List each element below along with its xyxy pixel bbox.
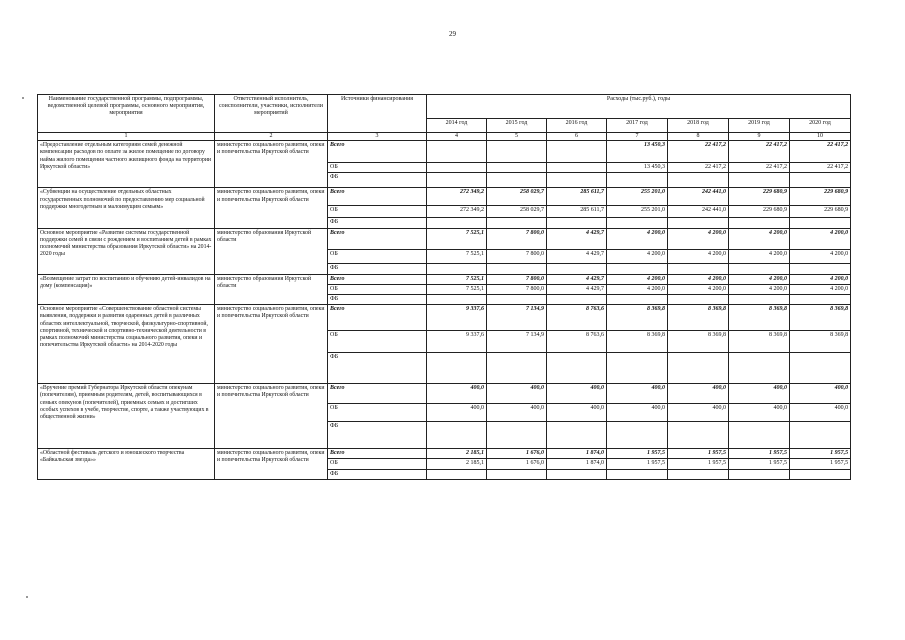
expense-value: [668, 469, 729, 479]
expense-value: [607, 353, 668, 384]
expense-value: [790, 294, 851, 304]
expense-value: [729, 353, 790, 384]
header-year: 2020 год: [790, 119, 851, 133]
expense-value: [790, 422, 851, 449]
expense-value: 4 429,7: [547, 228, 607, 249]
header-name: Наименование государственной программы, подпрограммы, ведомственной целевой программы, основного мероприятия, мероприятия: [38, 95, 215, 133]
expense-value: [607, 173, 668, 188]
expense-value: 8 369,8: [790, 305, 851, 331]
expense-value: [790, 469, 851, 479]
expense-value: 7 525,1: [427, 274, 487, 284]
expense-value: [487, 141, 547, 163]
funding-source: Всего: [328, 274, 427, 284]
expense-value: 9 337,6: [427, 331, 487, 353]
expense-value: 7 800,0: [487, 249, 547, 263]
expense-value: 7 525,1: [427, 228, 487, 249]
expense-value: 22 417,2: [729, 163, 790, 173]
expense-value: 255 201,0: [607, 188, 668, 206]
expense-value: 400,0: [668, 404, 729, 422]
scan-speck: [22, 97, 24, 99]
expense-value: 4 200,0: [729, 249, 790, 263]
funding-source: Всего: [328, 141, 427, 163]
expense-value: [427, 294, 487, 304]
expense-value: 4 200,0: [729, 228, 790, 249]
expense-value: [547, 218, 607, 228]
expense-value: 1 874,0: [547, 449, 607, 459]
funding-source: ФБ: [328, 173, 427, 188]
expense-value: 8 763,6: [547, 331, 607, 353]
header-year: 2018 год: [668, 119, 729, 133]
funding-source: Всего: [328, 384, 427, 404]
column-number: 6: [547, 133, 607, 141]
executor-name: министерство образования Иркутской области: [215, 228, 328, 274]
expense-value: [487, 163, 547, 173]
expense-value: 258 029,7: [487, 188, 547, 206]
activity-name: «Предоставление отдельным категориям семей денежной компенсации расходов по оплате за жилое помещение по договору найма жилого помещения частного жилищного фонда на территории Иркутской области»: [38, 141, 215, 188]
expense-value: 4 200,0: [607, 284, 668, 294]
expense-value: 400,0: [668, 384, 729, 404]
expense-value: 1 957,5: [790, 449, 851, 459]
funding-source: ФБ: [328, 353, 427, 384]
expense-value: [790, 218, 851, 228]
expense-value: 2 185,1: [427, 449, 487, 459]
expense-value: 400,0: [790, 384, 851, 404]
expense-value: 4 429,7: [547, 284, 607, 294]
expense-value: 8 369,8: [729, 305, 790, 331]
header-numbers-row: [38, 133, 851, 141]
column-number: 8: [668, 133, 729, 141]
expense-value: [487, 263, 547, 274]
expense-value: [427, 263, 487, 274]
funding-source: ФБ: [328, 469, 427, 479]
funding-source: Всего: [328, 228, 427, 249]
expense-value: 4 200,0: [668, 249, 729, 263]
expense-value: 229 680,9: [790, 206, 851, 218]
funding-source: ФБ: [328, 263, 427, 274]
expense-value: [668, 353, 729, 384]
expense-value: [427, 163, 487, 173]
expense-value: 8 369,8: [607, 305, 668, 331]
expense-value: [790, 353, 851, 384]
funding-source: ФБ: [328, 294, 427, 304]
funding-source: ФБ: [328, 218, 427, 228]
expense-value: [790, 173, 851, 188]
header-source: Источники финансирования: [328, 95, 427, 133]
expense-value: [487, 469, 547, 479]
column-number: 2: [215, 133, 328, 141]
expense-value: 285 611,7: [547, 188, 607, 206]
executor-name: министерство социального развития, опеки и попечительства Иркутской области: [215, 449, 328, 480]
expense-value: 1 957,5: [607, 459, 668, 469]
header-year: 2017 год: [607, 119, 668, 133]
expense-value: 9 337,6: [427, 305, 487, 331]
expense-value: 4 429,7: [547, 249, 607, 263]
expense-value: 1 957,5: [729, 459, 790, 469]
expense-value: 4 200,0: [790, 249, 851, 263]
expense-value: 285 611,7: [547, 206, 607, 218]
expense-value: 1 676,0: [487, 449, 547, 459]
expense-value: 1 676,0: [487, 459, 547, 469]
activity-name: Основное мероприятие «Совершенствование областной системы выявления, поддержки и развития одаренных детей в различных областях интеллектуальной, творческой, физкультурно-спортивной, спортивной, технической и спортивно-технической деятельности в рамках полномочий министерства социального развития, опеки и попечительства Иркутской области» на 2014-2020 годы: [38, 305, 215, 384]
expense-value: 400,0: [607, 384, 668, 404]
funding-source: ОБ: [328, 459, 427, 469]
expense-value: [487, 218, 547, 228]
expense-value: 4 200,0: [668, 228, 729, 249]
activity-name: Основное мероприятие «Развитие системы государственной поддержки семей в связи с рождением и воспитанием детей в рамках полномочий министерства образования Иркутской области» на 2014-2020 годы: [38, 228, 215, 274]
expense-value: 7 800,0: [487, 284, 547, 294]
expense-value: [729, 422, 790, 449]
table-body: [38, 141, 851, 480]
expense-value: [668, 422, 729, 449]
expense-value: 400,0: [607, 404, 668, 422]
expense-value: 7 525,1: [427, 249, 487, 263]
expense-value: 8 369,8: [607, 331, 668, 353]
funding-source: ОБ: [328, 206, 427, 218]
expense-value: 400,0: [790, 404, 851, 422]
expense-value: [729, 263, 790, 274]
expense-value: 400,0: [427, 384, 487, 404]
funding-source: ОБ: [328, 249, 427, 263]
expense-value: 258 029,7: [487, 206, 547, 218]
column-number: 10: [790, 133, 851, 141]
expense-value: [427, 218, 487, 228]
expense-value: 22 417,2: [790, 163, 851, 173]
expense-value: 7 134,9: [487, 305, 547, 331]
expense-value: 272 349,2: [427, 188, 487, 206]
expense-value: [729, 218, 790, 228]
expense-value: [729, 469, 790, 479]
column-number: 9: [729, 133, 790, 141]
expense-value: [607, 218, 668, 228]
expense-value: 229 680,9: [729, 206, 790, 218]
expense-value: 7 800,0: [487, 274, 547, 284]
activity-name: «Возмещение затрат по воспитанию и обучению детей-инвалидов на дому (компенсация)»: [38, 274, 215, 305]
executor-name: министерство социального развития, опеки и попечительства Иркутской области: [215, 305, 328, 384]
funding-source: Всего: [328, 449, 427, 459]
executor-name: министерство социального развития, опеки и попечительства Иркутской области: [215, 384, 328, 449]
expense-value: [547, 163, 607, 173]
expense-value: [427, 422, 487, 449]
expense-value: 22 417,2: [668, 163, 729, 173]
expense-value: [729, 173, 790, 188]
executor-name: министерство социального развития, опеки и попечительства Иркутской области: [215, 188, 328, 228]
expense-value: [607, 422, 668, 449]
expense-value: [427, 469, 487, 479]
expense-value: 229 680,9: [729, 188, 790, 206]
activity-name: «Вручение премий Губернатора Иркутской области опекунам (попечителям), приемным родителям, детей, воспитывающихся в семьях опекунов (попечителей), приемных семьях и достигших особых успехов в учебе, творчестве, спорте, а также участвующих в общественной жизни»: [38, 384, 215, 449]
expense-value: [547, 141, 607, 163]
expense-value: 7 134,9: [487, 331, 547, 353]
expense-value: 22 417,2: [790, 141, 851, 163]
expense-value: 4 200,0: [790, 228, 851, 249]
expense-value: 7 800,0: [487, 228, 547, 249]
header-year: 2015 год: [487, 119, 547, 133]
expense-value: [487, 173, 547, 188]
expense-value: [607, 263, 668, 274]
expense-value: [607, 294, 668, 304]
expense-value: 1 957,5: [668, 459, 729, 469]
funding-source: ОБ: [328, 404, 427, 422]
expense-value: 4 200,0: [668, 284, 729, 294]
activity-name: «Субвенции на осуществление отдельных областных государственных полномочий по предоставлению мер социальной поддержки многодетным и малоимущим семьям»: [38, 188, 215, 228]
expense-value: [668, 263, 729, 274]
expense-value: 22 417,2: [668, 141, 729, 163]
expense-value: 4 200,0: [668, 274, 729, 284]
header-year: 2016 год: [547, 119, 607, 133]
expense-value: [487, 353, 547, 384]
expense-value: [790, 263, 851, 274]
table-header: [38, 95, 851, 141]
table-row: [38, 228, 851, 249]
expense-value: [427, 173, 487, 188]
expense-value: [427, 353, 487, 384]
table-row: [38, 449, 851, 459]
funding-source: Всего: [328, 305, 427, 331]
expense-value: 1 957,5: [790, 459, 851, 469]
table-row: [38, 274, 851, 284]
scan-speck: [26, 596, 28, 598]
expense-value: [607, 469, 668, 479]
expense-value: [547, 422, 607, 449]
expense-value: 255 201,0: [607, 206, 668, 218]
expense-value: 8 763,6: [547, 305, 607, 331]
expense-value: 242 441,0: [668, 188, 729, 206]
expense-value: 8 369,8: [668, 331, 729, 353]
expense-value: [668, 294, 729, 304]
expense-value: 4 200,0: [607, 274, 668, 284]
expense-value: [547, 353, 607, 384]
expense-value: 8 369,8: [729, 331, 790, 353]
expense-value: 400,0: [547, 384, 607, 404]
expense-value: 4 200,0: [607, 249, 668, 263]
funding-source: ФБ: [328, 422, 427, 449]
table-row: [38, 384, 851, 404]
column-number: 3: [328, 133, 427, 141]
funding-source: ОБ: [328, 331, 427, 353]
funding-source: ОБ: [328, 163, 427, 173]
header-year: 2014 год: [427, 119, 487, 133]
expense-value: [547, 263, 607, 274]
header-expenses: Расходы (тыс.руб.), годы: [427, 95, 851, 119]
expense-value: 8 369,8: [790, 331, 851, 353]
table-row: [38, 305, 851, 331]
expense-value: 400,0: [487, 404, 547, 422]
expense-value: 7 525,1: [427, 284, 487, 294]
expense-value: 1 957,5: [607, 449, 668, 459]
funding-source: Всего: [328, 188, 427, 206]
table-row: [38, 141, 851, 163]
column-number: 1: [38, 133, 215, 141]
column-number: 7: [607, 133, 668, 141]
expense-value: 13 450,3: [607, 141, 668, 163]
expense-value: 13 450,3: [607, 163, 668, 173]
expense-value: [487, 422, 547, 449]
expense-value: 242 441,0: [668, 206, 729, 218]
expense-value: 4 200,0: [607, 228, 668, 249]
expense-value: 4 200,0: [729, 284, 790, 294]
header-year: 2019 год: [729, 119, 790, 133]
expense-value: 272 349,2: [427, 206, 487, 218]
column-number: 4: [427, 133, 487, 141]
expense-value: [487, 294, 547, 304]
header-executor: Ответственный исполнитель, соисполнители, участники, исполнители мероприятий: [215, 95, 328, 133]
expense-value: 1 874,0: [547, 459, 607, 469]
page-number: 29: [449, 30, 456, 38]
expense-value: 1 957,5: [668, 449, 729, 459]
expense-value: 400,0: [487, 384, 547, 404]
expense-value: 400,0: [729, 404, 790, 422]
expense-value: [547, 294, 607, 304]
executor-name: министерство образования Иркутской области: [215, 274, 328, 305]
expense-value: 4 200,0: [729, 274, 790, 284]
expense-value: [547, 173, 607, 188]
expense-value: 229 680,9: [790, 188, 851, 206]
expense-value: [427, 141, 487, 163]
expense-value: [729, 294, 790, 304]
expense-value: 400,0: [547, 404, 607, 422]
budget-table: [37, 94, 851, 480]
funding-source: ОБ: [328, 284, 427, 294]
expense-value: 4 200,0: [790, 274, 851, 284]
expense-value: 1 957,5: [729, 449, 790, 459]
expense-value: [547, 469, 607, 479]
expense-value: 400,0: [729, 384, 790, 404]
expense-value: 4 429,7: [547, 274, 607, 284]
expense-value: [668, 173, 729, 188]
expense-value: 8 369,8: [668, 305, 729, 331]
expense-value: 22 417,2: [729, 141, 790, 163]
expense-value: 400,0: [427, 404, 487, 422]
table-row: [38, 188, 851, 206]
activity-name: «Областной фестиваль детского и юношеского творчества «Байкальская звезда»»: [38, 449, 215, 480]
expense-value: [668, 218, 729, 228]
column-number: 5: [487, 133, 547, 141]
executor-name: министерство социального развития, опеки и попечительства Иркутской области: [215, 141, 328, 188]
expense-value: 4 200,0: [790, 284, 851, 294]
expense-value: 2 185,1: [427, 459, 487, 469]
